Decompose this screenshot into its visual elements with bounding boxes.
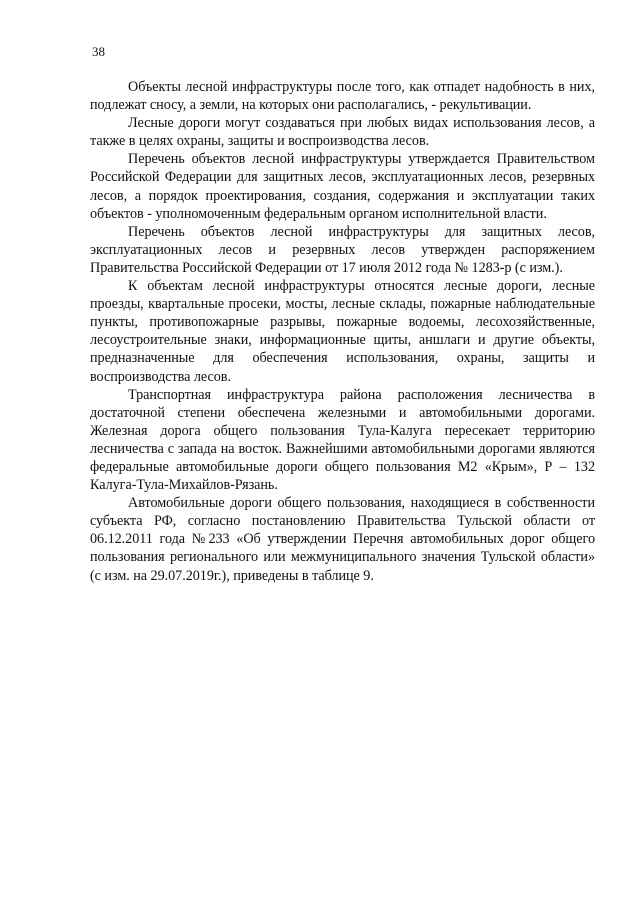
paragraph-infrastructure-objects: К объектам лесной инфраструктуры относятся лесные дороги, лесные проезды, квартальные просеки, мосты, лесные склады, пожарные наблюдательные пункты, противопожарные разрывы, пожарные водоемы, лесохозяйственные, лесоустроительные знаки, информационные щиты, аншлаги и другие объекты, предназначенные для обеспечения использования, охраны, защиты и воспроизводства лесов.: [90, 278, 595, 385]
paragraph-regional-roads: Автомобильные дороги общего пользования, находящиеся в собственности субъекта РФ, согласно постановлению Правительства Тульской области от 06.12.2011 года №233 «Об утверждении Перечня автомобильных дорог общего пользования регионального или межмуниципального значения Тульской области» (с изм. на 29.07.2019г.), приведены в таблице 9.: [90, 495, 595, 584]
paragraph-government-order: Перечень объектов лесной инфраструктуры для защитных лесов, эксплуатационных лесов и резервных лесов утвержден распоряжением Правительства Российской Федерации от 17 июля 2012 года № 1283-р (с изм.).: [90, 223, 595, 276]
body-text: [90, 78, 595, 585]
paragraph-transport-infrastructure: Транспортная инфраструктура района расположения лесничества в достаточной степени обеспечена железными и автомобильными дорогами. Железная дорога общего пользования Тула-Калуга пересекает территорию лесничества с запада на восток. Важнейшими автомобильными дорогами являются федеральные автомобильные дороги общего пользования М2 «Крым», Р – 132 Калуга-Тула-Михайлов-Рязань.: [90, 386, 595, 494]
page-number: 38: [92, 44, 105, 59]
paragraph-infrastructure-list-approval: Перечень объектов лесной инфраструктуры утверждается Правительством Российской Федерации для защитных лесов, эксплуатационных лесов, резервных лесов, а порядок проектирования, создания, содержания и эксплуатации таких объектов - уполномоченным федеральным органом исполнительной власти.: [90, 151, 595, 222]
paragraph-forest-roads: Лесные дороги могут создаваться при любых видах использования лесов, а также в целях охраны, защиты и воспроизводства лесов.: [90, 115, 595, 150]
paragraph-infrastructure-removal: Объекты лесной инфраструктуры после того, как отпадет надобность в них, подлежат сносу, а земли, на которых они располагались, - рекультивации.: [90, 79, 595, 114]
